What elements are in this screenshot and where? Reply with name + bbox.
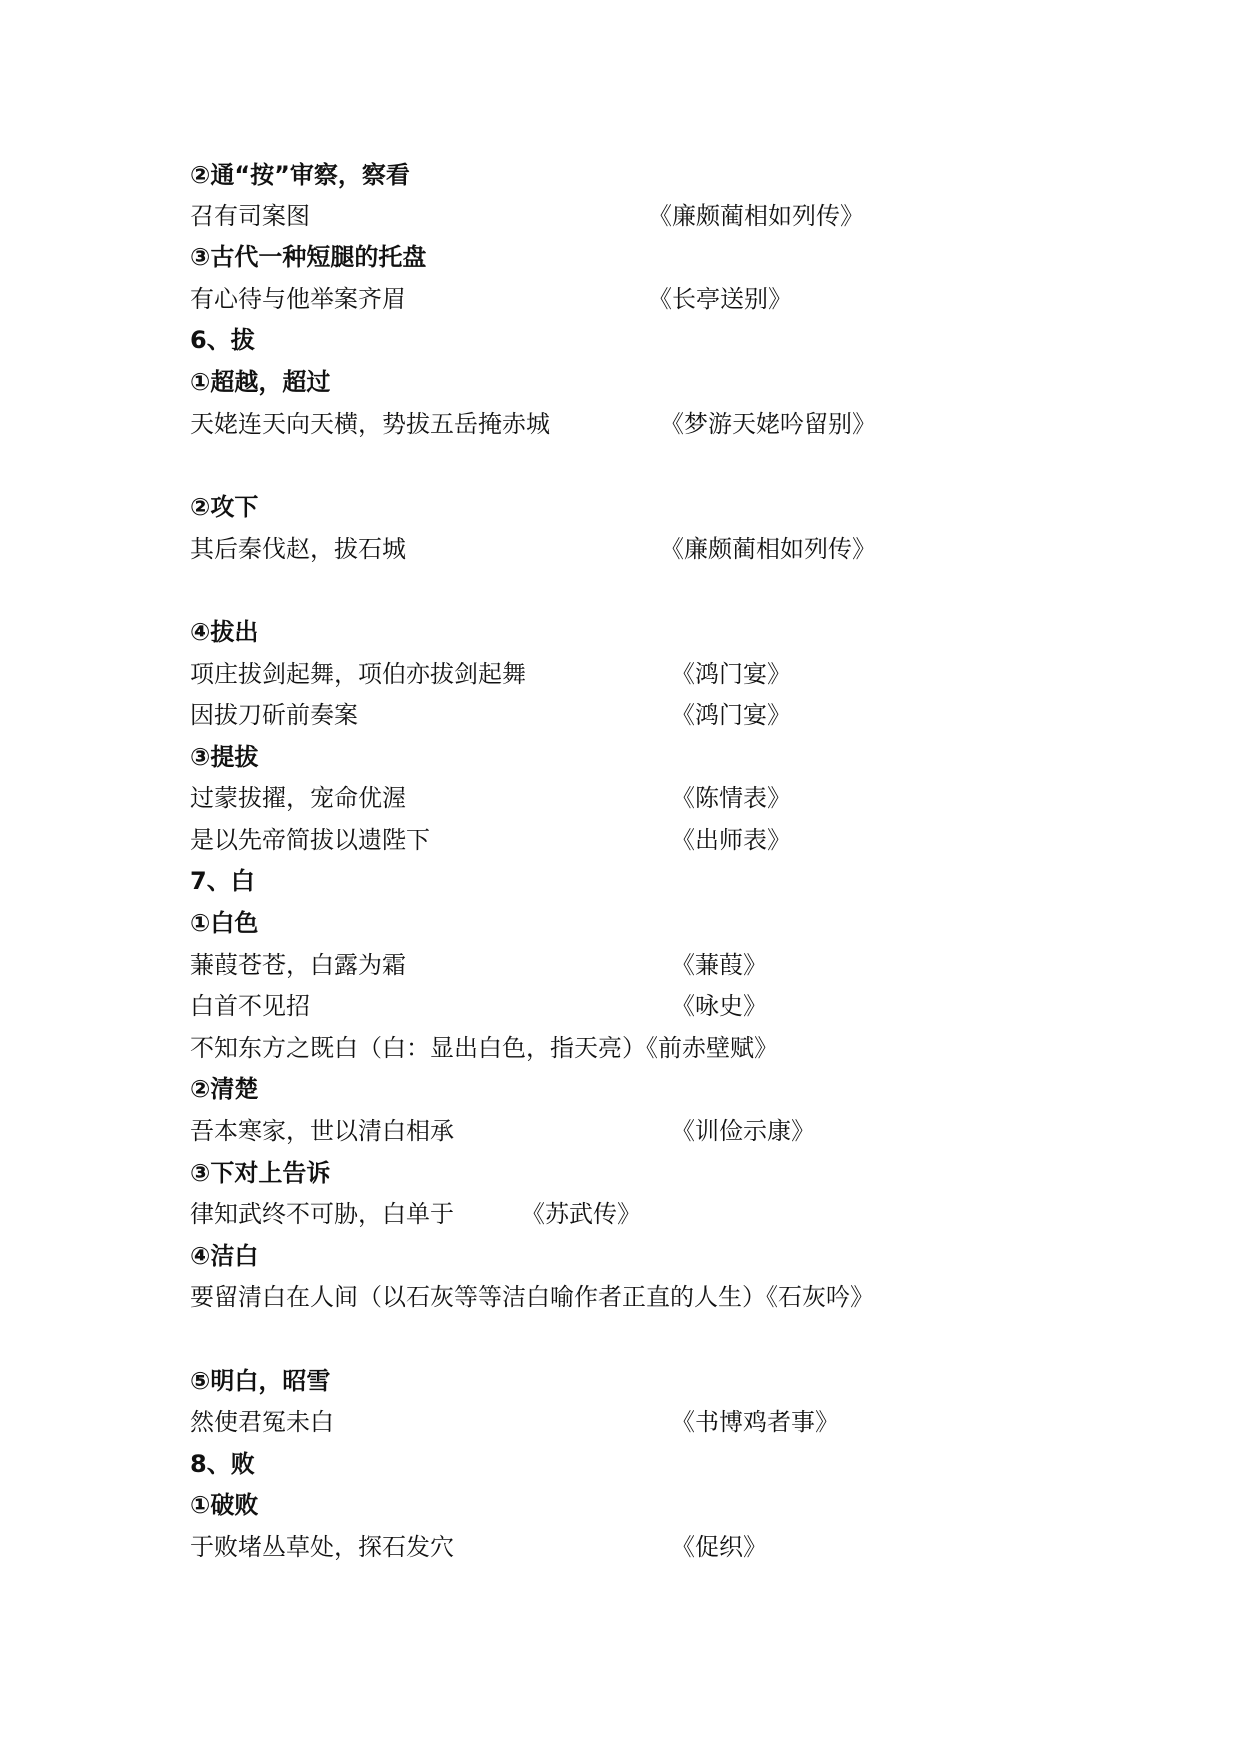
example-source: 《苏武传》 — [521, 1200, 641, 1228]
example-sentence: 于败堵丛草处，探石发穴 — [190, 1533, 454, 1561]
sense-heading: ②攻下 — [190, 493, 259, 521]
example-sentence: 有心待与他举案齐眉 — [190, 285, 406, 313]
example-source: 《蒹葭》 — [671, 951, 767, 979]
example-source: 《训俭示康》 — [671, 1117, 815, 1145]
example-source: 《咏史》 — [671, 992, 767, 1020]
example-sentence: 因拔刀斫前奏案 — [190, 701, 358, 729]
sense-heading: ②通“按”审察，察看 — [190, 161, 410, 189]
sense-heading: ⑤明白，昭雪 — [190, 1367, 331, 1395]
example-sentence: 然使君冤未白 — [190, 1408, 334, 1436]
example-sentence: 吾本寒家，世以清白相承 — [190, 1117, 454, 1145]
example-source: 《出师表》 — [671, 826, 791, 854]
sense-heading: ①白色 — [190, 909, 259, 937]
sense-heading: ①超越，超过 — [190, 368, 331, 396]
example-sentence: 律知武终不可胁，白单于 — [190, 1200, 454, 1228]
example-source: 《廉颇蔺相如列传》 — [648, 202, 864, 230]
example-sentence: 其后秦伐赵，拔石城 — [190, 535, 406, 563]
entry-heading: 8、败 — [190, 1450, 255, 1478]
example-sentence: 不知东方之既白（白：显出白色，指天亮）《前赤壁赋》 — [190, 1034, 778, 1062]
example-sentence: 是以先帝简拔以遗陛下 — [190, 826, 430, 854]
sense-heading: ④拔出 — [190, 618, 259, 646]
sense-heading: ③古代一种短腿的托盘 — [190, 243, 427, 271]
example-source: 《鸿门宴》 — [671, 660, 791, 688]
example-source: 《廉颇蔺相如列传》 — [660, 535, 876, 563]
example-sentence: 召有司案图 — [190, 202, 310, 230]
example-source: 《长亭送别》 — [648, 285, 792, 313]
entry-heading: 6、拔 — [190, 326, 255, 354]
example-sentence: 过蒙拔擢，宠命优渥 — [190, 784, 406, 812]
example-source: 《书博鸡者事》 — [671, 1408, 839, 1436]
sense-heading: ③下对上告诉 — [190, 1159, 331, 1187]
entry-heading: 7、白 — [190, 867, 255, 895]
example-sentence: 白首不见招 — [190, 992, 310, 1020]
example-sentence: 天姥连天向天横，势拔五岳掩赤城 — [190, 410, 550, 438]
example-sentence: 蒹葭苍苍，白露为霜 — [190, 951, 406, 979]
example-sentence: 要留清白在人间（以石灰等等洁白喻作者正直的人生）《石灰吟》 — [190, 1283, 874, 1311]
sense-heading: ③提拔 — [190, 743, 259, 771]
example-source: 《陈情表》 — [671, 784, 791, 812]
example-source: 《鸿门宴》 — [671, 701, 791, 729]
sense-heading: ②清楚 — [190, 1075, 259, 1103]
example-source: 《促织》 — [671, 1533, 767, 1561]
sense-heading: ①破败 — [190, 1491, 259, 1519]
sense-heading: ④洁白 — [190, 1242, 259, 1270]
example-sentence: 项庄拔剑起舞，项伯亦拔剑起舞 — [190, 660, 526, 688]
example-source: 《梦游天姥吟留别》 — [660, 410, 876, 438]
